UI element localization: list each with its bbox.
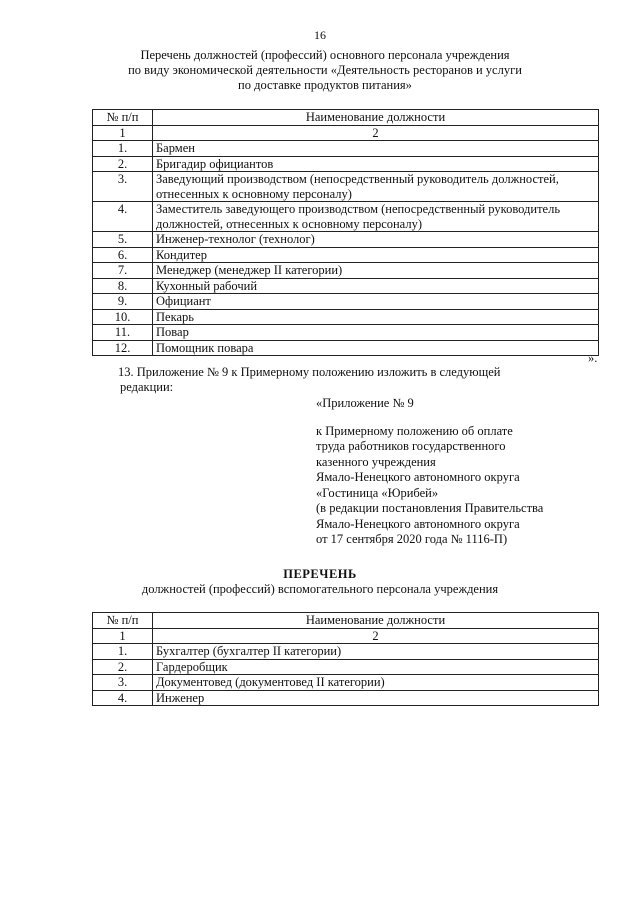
row-number: 7. (93, 263, 153, 279)
position-name: Помощник повара (153, 340, 599, 356)
position-name: Гардеробщик (153, 659, 599, 675)
column-number: 1 (93, 628, 153, 644)
row-number: 10. (93, 309, 153, 325)
appendix-line: труда работников государственного (316, 439, 506, 453)
table-row (93, 309, 599, 325)
table-row (93, 247, 599, 263)
position-name: Инженер-технолог (технолог) (153, 232, 599, 248)
row-number: 8. (93, 278, 153, 294)
row-number: 2. (93, 156, 153, 172)
row-number: 3. (93, 172, 153, 202)
row-number: 1. (93, 141, 153, 157)
table-row (93, 325, 599, 341)
appendix-line: от 17 сентября 2020 года № 1116-П) (316, 532, 508, 546)
appendix-header (316, 396, 616, 548)
appendix-line: Ямало-Ненецкого автономного округа (316, 470, 520, 484)
heading-line-3: по доставке продуктов питания» (238, 78, 412, 92)
table-row (93, 644, 599, 660)
appendix-line: к Примерному положению об оплате (316, 423, 513, 438)
column-number-row (93, 125, 599, 141)
position-name: Заведующий производством (непосредственный руководитель должностей, отнесенных к основному персоналу) (153, 172, 599, 202)
position-name: Менеджер (менеджер II категории) (153, 263, 599, 279)
column-header-position: Наименование должности (153, 110, 599, 126)
table-row (93, 340, 599, 356)
position-name: Кухонный рабочий (153, 278, 599, 294)
row-number: 4. (93, 690, 153, 706)
row-number: 3. (93, 675, 153, 691)
table-row (93, 294, 599, 310)
position-name: Документовед (документовед II категории) (153, 675, 599, 691)
table-row (93, 263, 599, 279)
table-row (93, 202, 599, 232)
row-number: 4. (93, 202, 153, 232)
row-number: 11. (93, 325, 153, 341)
table-header-row (93, 110, 599, 126)
row-number: 1. (93, 644, 153, 660)
table-row (93, 232, 599, 248)
closing-quote: ». (588, 351, 598, 365)
appendix-line: казенного учреждения (316, 454, 436, 469)
paragraph-13-continuation: редакции: (120, 380, 174, 394)
list-subtitle: должностей (профессий) вспомогательного персонала учреждения (141, 582, 499, 596)
position-name: Инженер (153, 690, 599, 706)
column-number: 1 (93, 125, 153, 141)
auxiliary-staff-table (92, 612, 599, 706)
row-number: 6. (93, 247, 153, 263)
main-staff-table (92, 109, 599, 356)
column-header-position: Наименование должности (153, 613, 599, 629)
position-name: Повар (153, 325, 599, 341)
appendix-title: «Приложение № 9 (316, 396, 414, 410)
page-number: 16 (314, 28, 326, 42)
table-row (93, 659, 599, 675)
position-name: Бухгалтер (бухгалтер II категории) (153, 644, 599, 660)
table-row (93, 141, 599, 157)
table-row (93, 675, 599, 691)
column-header-number: № п/п (93, 613, 153, 629)
appendix-line: (в редакции постановления Правительства (316, 501, 544, 515)
table-row (93, 278, 599, 294)
appendix-line: «Гостиница «Юрибей» (316, 485, 439, 500)
row-number: 9. (93, 294, 153, 310)
column-number-row (93, 628, 599, 644)
row-number: 5. (93, 232, 153, 248)
table-row (93, 172, 599, 202)
position-name: Заместитель заведующего производством (непосредственный руководитель должностей, отнесенных к основному персоналу) (153, 202, 599, 232)
position-name: Кондитер (153, 247, 599, 263)
column-number: 2 (153, 628, 599, 644)
row-number: 2. (93, 659, 153, 675)
table-row (93, 156, 599, 172)
paragraph-13: 13. Приложение № 9 к Примерному положению изложить в следующей (118, 365, 501, 379)
position-name: Пекарь (153, 309, 599, 325)
column-header-number: № п/п (93, 110, 153, 126)
main-list-heading (100, 48, 550, 93)
heading-line-2: по виду экономической деятельности «Деятельность ресторанов и услуги (128, 63, 522, 77)
appendix-line: Ямало-Ненецкого автономного округа (316, 516, 520, 531)
heading-line-1: Перечень должностей (профессий) основного персонала учреждения (140, 48, 510, 62)
column-number: 2 (153, 125, 599, 141)
position-name: Официант (153, 294, 599, 310)
table-header-row (93, 613, 599, 629)
position-name: Бармен (153, 141, 599, 157)
table-row (93, 690, 599, 706)
list-title: ПЕРЕЧЕНЬ (283, 567, 357, 581)
row-number: 12. (93, 340, 153, 356)
position-name: Бригадир официантов (153, 156, 599, 172)
